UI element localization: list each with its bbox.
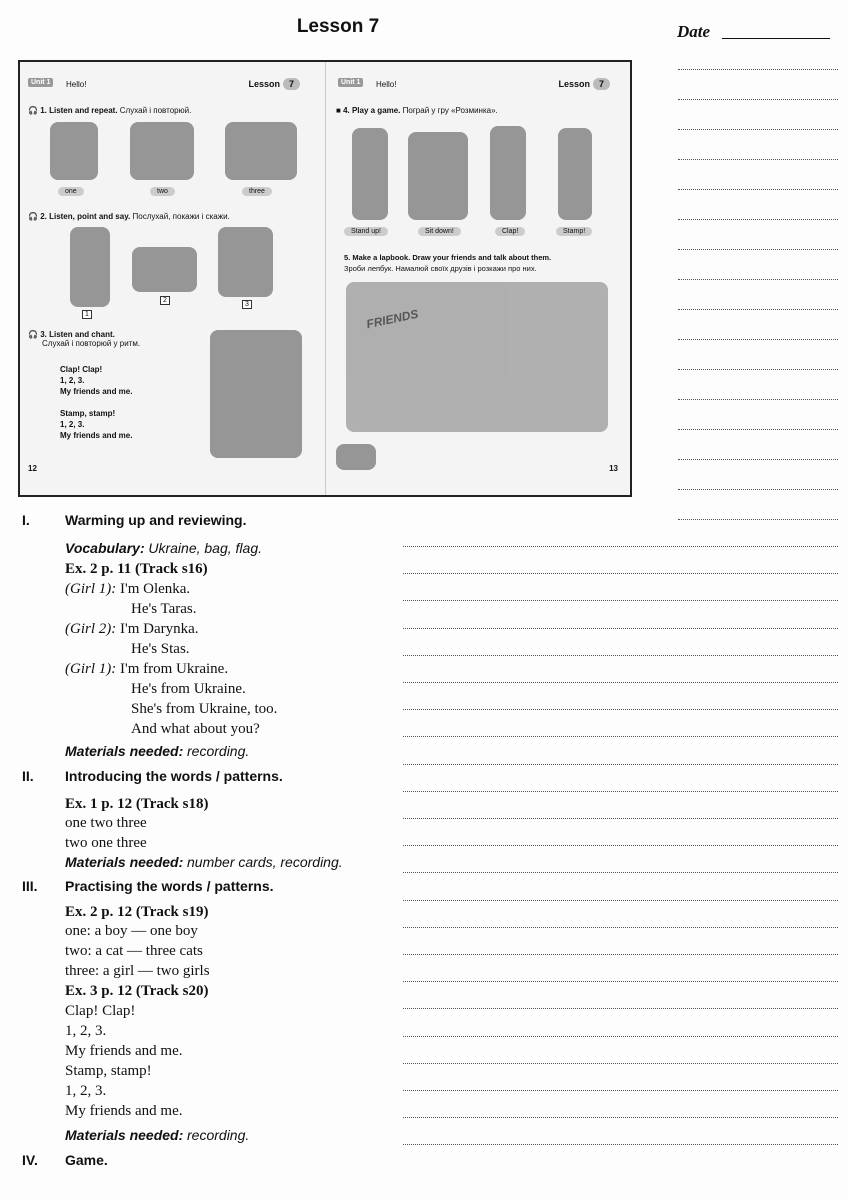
pic-number: 3 (242, 300, 252, 309)
section-number: IV. (22, 1152, 38, 1168)
action-caption: Sit down! (418, 227, 461, 236)
ex-title: 5. Make a lapbook. Draw your friends and talk about them. (344, 253, 552, 262)
exercise-4: ■ 4. Play a game. Пограй у гру «Розминка». (336, 106, 498, 115)
exercise-5 (344, 252, 551, 274)
dialogue-line: And what about you? (131, 721, 260, 737)
note-line[interactable] (678, 249, 838, 250)
vocabulary-part: Ukraine, bag, flag. (148, 540, 262, 556)
note-line[interactable] (678, 519, 838, 520)
exercise-1: 🎧 1. Listen and repeat. Слухай і повторюй. (28, 106, 192, 115)
note-line[interactable] (403, 709, 838, 710)
ex-ua: Слухай і повторюй. (119, 106, 192, 115)
note-line[interactable] (678, 219, 838, 220)
pic-number: 2 (160, 296, 170, 305)
ex-ua: Послухай, покажи і скажи. (132, 212, 230, 221)
dialogue-line: He's from Ukraine. (131, 681, 246, 697)
note-line[interactable] (678, 339, 838, 340)
exercise-ref: Ex. 2 p. 12 (Track s19) (65, 904, 209, 920)
text-line: three: a girl — two girls (65, 963, 210, 979)
lapbook-photo (346, 282, 608, 432)
lesson-label: Lesson (558, 79, 590, 89)
page-number: 13 (609, 464, 618, 473)
chant-verse-2: Stamp, stamp! 1, 2, 3. My friends and me. (60, 409, 133, 440)
unit-title: Hello! (376, 80, 397, 89)
pic-number: 1 (82, 310, 92, 319)
note-line[interactable] (678, 489, 838, 490)
note-line[interactable] (403, 1117, 838, 1118)
lesson-label: Lesson (248, 79, 280, 89)
materials-needed-part: recording. (187, 743, 250, 759)
materials-needed-part: Materials needed: (65, 743, 184, 759)
text-line: two: a cat — three cats (65, 943, 203, 959)
action-caption: Clap! (495, 227, 525, 236)
materials-needed-part: Materials needed: (65, 1127, 184, 1143)
unit-badge: Unit 1 (28, 78, 53, 87)
note-line[interactable] (678, 189, 838, 190)
note-line[interactable] (403, 546, 838, 547)
dialogue-line-part: (Girl 2): (65, 621, 117, 637)
note-line[interactable] (403, 764, 838, 765)
lesson-badge (558, 78, 610, 90)
portfolio-icon (336, 444, 376, 470)
note-line[interactable] (403, 1008, 838, 1009)
materials-needed-part: recording. (187, 1127, 250, 1143)
dialogue-line-part: (Girl 1): (65, 581, 117, 597)
materials-needed-part: number cards, recording. (187, 854, 343, 870)
materials-needed (65, 1127, 249, 1145)
section-title: Game. (65, 1152, 108, 1168)
caption-one: one (58, 187, 84, 196)
exercise-ref: Ex. 2 p. 11 (Track s16) (65, 561, 208, 577)
section-number: I. (22, 512, 30, 528)
number-two-image (130, 122, 194, 180)
chant-line: Clap! Clap! (65, 1003, 136, 1019)
note-line[interactable] (678, 399, 838, 400)
note-line[interactable] (678, 309, 838, 310)
text-line: one: a boy — one boy (65, 923, 198, 939)
dialogue-line-part: I'm Darynka. (120, 621, 199, 637)
dialogue-line: She's from Ukraine, too. (131, 701, 278, 717)
textbook-page-left (20, 62, 320, 495)
materials-needed-part: Materials needed: (65, 854, 184, 870)
note-line[interactable] (403, 818, 838, 819)
cats-image (132, 247, 197, 292)
chant-line: 1, 2, 3. (65, 1083, 107, 1099)
dialogue-line: He's Stas. (131, 641, 190, 657)
lapbook-friends-text: FRIENDS (365, 306, 420, 332)
note-line[interactable] (403, 1036, 838, 1037)
friends-picture (210, 330, 302, 458)
note-line[interactable] (403, 1144, 838, 1145)
boy-sitting-image (408, 132, 468, 220)
note-line[interactable] (678, 369, 838, 370)
ex-ua: Пограй у гру «Розминка». (402, 106, 498, 115)
text-line: two one three (65, 835, 147, 851)
note-line[interactable] (403, 600, 838, 601)
note-line[interactable] (403, 845, 838, 846)
note-line[interactable] (678, 279, 838, 280)
section-number: III. (22, 878, 38, 894)
dialogue-line (65, 661, 228, 678)
text-line: one two three (65, 815, 147, 831)
ex-title: 4. Play a game. (343, 106, 401, 115)
materials-needed (65, 854, 343, 872)
section-title: Introducing the words / patterns. (65, 768, 283, 784)
dialogue-line (65, 621, 199, 638)
lesson-number: 7 (283, 78, 300, 90)
section-title: Warming up and reviewing. (65, 512, 247, 528)
note-line[interactable] (403, 927, 838, 928)
dialogue-line: He's Taras. (131, 601, 197, 617)
note-line[interactable] (678, 459, 838, 460)
girls-image (218, 227, 273, 297)
chant-verse-1: Clap! Clap! 1, 2, 3. My friends and me. (60, 365, 133, 396)
note-line[interactable] (678, 129, 838, 130)
dialogue-line-part: (Girl 1): (65, 661, 117, 677)
chant-line: Stamp, stamp! (65, 1063, 152, 1079)
chant-line: My friends and me. (65, 1103, 183, 1119)
date-field[interactable] (722, 38, 830, 39)
chant-line: 1, 2, 3. (65, 1023, 107, 1039)
exercise-3: 🎧 3. Listen and chant. Слухай і повторюй у ритм. (28, 330, 141, 348)
note-line[interactable] (403, 573, 838, 574)
textbook-page-right (330, 62, 630, 495)
ex-title: 2. Listen, point and say. (40, 212, 131, 221)
girl-standing-image (352, 128, 388, 220)
dialogue-line-part: I'm Olenka. (120, 581, 191, 597)
note-line[interactable] (678, 429, 838, 430)
number-three-image (225, 122, 297, 180)
chant-line: My friends and me. (65, 1043, 183, 1059)
caption-three: three (242, 187, 272, 196)
note-line[interactable] (403, 872, 838, 873)
girl-stamping-image (558, 128, 592, 220)
note-line[interactable] (403, 954, 838, 955)
vocabulary (65, 540, 262, 558)
note-line[interactable] (403, 655, 838, 656)
action-caption: Stamp! (556, 227, 592, 236)
dialogue-line (65, 581, 190, 598)
materials-needed (65, 743, 249, 761)
ex-ua: Зроби лепбук. Намалюй своїх друзів і розкажи про них. (344, 264, 537, 273)
ex-title: 3. Listen and chant. (40, 330, 115, 339)
page-divider (325, 62, 326, 495)
note-line[interactable] (678, 99, 838, 100)
lesson-badge (248, 78, 300, 90)
unit-badge: Unit 1 (338, 78, 363, 87)
boy-image (70, 227, 110, 307)
note-line[interactable] (403, 900, 838, 901)
page-title: Lesson 7 (296, 16, 380, 37)
exercise-ref: Ex. 3 p. 12 (Track s20) (65, 983, 209, 999)
note-line[interactable] (403, 981, 838, 982)
date-label: Date (677, 22, 711, 41)
boy-clapping-image (490, 126, 526, 220)
section-number: II. (22, 768, 34, 784)
textbook-spread (18, 60, 632, 497)
note-line[interactable] (403, 628, 838, 629)
note-line[interactable] (678, 69, 838, 70)
note-line[interactable] (403, 682, 838, 683)
exercise-ref: Ex. 1 p. 12 (Track s18) (65, 796, 209, 812)
dialogue-line-part: I'm from Ukraine. (120, 661, 229, 677)
number-one-image (50, 122, 98, 180)
note-line[interactable] (403, 1090, 838, 1091)
exercise-2: 🎧 2. Listen, point and say. Послухай, покажи і скажи. (28, 212, 230, 221)
action-caption: Stand up! (344, 227, 388, 236)
lesson-number: 7 (593, 78, 610, 90)
caption-two: two (150, 187, 175, 196)
page-number: 12 (28, 464, 37, 473)
vocabulary-part: Vocabulary: (65, 540, 145, 556)
section-title: Practising the words / patterns. (65, 878, 274, 894)
note-line[interactable] (403, 791, 838, 792)
unit-title: Hello! (66, 80, 87, 89)
note-line[interactable] (403, 1063, 838, 1064)
ex-title: 1. Listen and repeat. (40, 106, 118, 115)
note-line[interactable] (403, 736, 838, 737)
note-line[interactable] (678, 159, 838, 160)
ex-ua: Слухай і повторюй у ритм. (42, 339, 141, 348)
